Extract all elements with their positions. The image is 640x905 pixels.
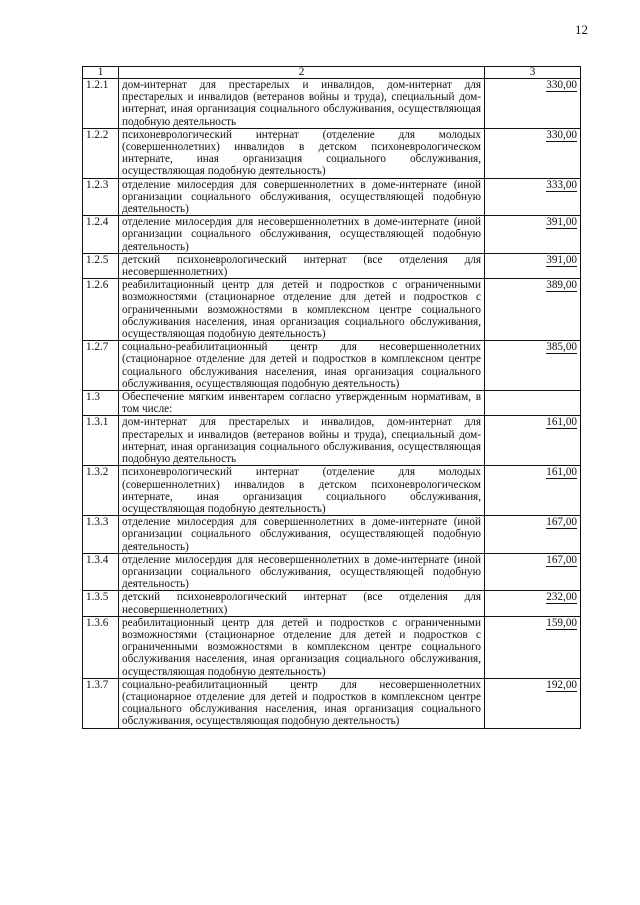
row-description: дом-интернат для престарелых и инвалидов, дом-интернат для престарелых и инвалидов (ветеранов войны и труда), специальный дом-интернат, иная организация социального обслуживания, осуществляющая подобную деятельность [119, 79, 485, 129]
table-header-row [83, 67, 581, 79]
table-row-section [83, 391, 581, 416]
row-description: отделение милосердия для несовершеннолетних в доме-интернате (иной организации социального обслуживания, осуществляющей подобную деятельность) [119, 553, 485, 591]
row-number: 1.3.1 [83, 416, 119, 466]
table-row [83, 279, 581, 341]
row-number: 1.2.7 [83, 341, 119, 391]
row-value: 391,00 [546, 253, 577, 266]
column-header-2: 2 [119, 67, 485, 79]
row-number: 1.2.5 [83, 253, 119, 278]
row-description: социально-реабилитационный центр для несовершеннолетних (стационарное отделение для детей и подростков в комплексном центре социального обслуживания населения, иная организация социального обслуживания, осуществляющая подобную деятельность) [119, 341, 485, 391]
row-number: 1.2.4 [83, 216, 119, 254]
row-number: 1.3 [83, 391, 119, 416]
table-row [83, 253, 581, 278]
row-value: 167,00 [546, 516, 577, 529]
row-number: 1.3.2 [83, 466, 119, 516]
table-row [83, 79, 581, 129]
row-number: 1.3.4 [83, 553, 119, 591]
table-row [83, 591, 581, 616]
row-description: отделение милосердия для совершеннолетних в доме-интернате (иной организации социального обслуживания, осуществляющей подобную деятельность) [119, 516, 485, 554]
row-number: 1.3.6 [83, 616, 119, 678]
table-row [83, 341, 581, 391]
row-value: 333,00 [546, 178, 577, 191]
table-row [83, 616, 581, 678]
table-row [83, 678, 581, 728]
row-description: дом-интернат для престарелых и инвалидов, дом-интернат для престарелых и инвалидов (ветеранов войны и труда), специальный дом-интернат, иная организация социального обслуживания, осуществляющая подобную деятельность [119, 416, 485, 466]
row-description: отделение милосердия для несовершеннолетних в доме-интернате (иной организации социального обслуживания, осуществляющей подобную деятельность) [119, 216, 485, 254]
row-value: 159,00 [546, 616, 577, 629]
row-value: 232,00 [546, 591, 577, 604]
column-header-3: 3 [485, 67, 581, 79]
row-value: 330,00 [546, 79, 577, 91]
row-value: 330,00 [546, 128, 577, 141]
row-value: 161,00 [546, 416, 577, 429]
row-description: Обеспечение мягким инвентарем согласно утвержденным нормативам, в том числе: [119, 391, 485, 416]
row-value: 389,00 [546, 279, 577, 292]
row-value: 161,00 [546, 466, 577, 479]
row-description: психоневрологический интернат (отделение для молодых (совершеннолетних) инвалидов в детском психоневрологическом интернате, иная организация социального обслуживания, осуществляющая подобную деятельность) [119, 466, 485, 516]
row-description: детский психоневрологический интернат (все отделения для несовершеннолетних) [119, 591, 485, 616]
row-value: 167,00 [546, 553, 577, 566]
row-number: 1.3.7 [83, 678, 119, 728]
table-row [83, 466, 581, 516]
row-number: 1.3.3 [83, 516, 119, 554]
row-description: социально-реабилитационный центр для несовершеннолетних (стационарное отделение для детей и подростков в комплексном центре социального обслуживания населения, иная организация социального обслуживания, осуществляющая подобную деятельность) [119, 678, 485, 728]
row-description: реабилитационный центр для детей и подростков с ограниченными возможностями (стационарное отделение для детей и подростков с ограниченными возможностями в комплексном центре социального обслуживания населения, иная организация социального обслуживания, осуществляющая подобную деятельность) [119, 616, 485, 678]
tariff-table [82, 66, 581, 729]
row-description: психоневрологический интернат (отделение для молодых (совершеннолетних) инвалидов в детском психоневрологическом интернате, иная организация социального обслуживания, осуществляющая подобную деятельность) [119, 128, 485, 178]
table-row [83, 216, 581, 254]
column-header-1: 1 [83, 67, 119, 79]
row-description: детский психоневрологический интернат (все отделения для несовершеннолетних) [119, 253, 485, 278]
row-number: 1.2.1 [83, 79, 119, 129]
table-row [83, 516, 581, 554]
row-number: 1.3.5 [83, 591, 119, 616]
table-row [83, 416, 581, 466]
row-value: 391,00 [546, 216, 577, 229]
row-value: 385,00 [546, 341, 577, 354]
row-number: 1.2.6 [83, 279, 119, 341]
row-description: отделение милосердия для совершеннолетних в доме-интернате (иной организации социального обслуживания, осуществляющей подобную деятельность) [119, 178, 485, 216]
table-row [83, 553, 581, 591]
row-number: 1.2.3 [83, 178, 119, 216]
row-value: 192,00 [546, 678, 577, 691]
page-number: 12 [575, 22, 588, 37]
table-row [83, 128, 581, 178]
row-description: реабилитационный центр для детей и подростков с ограниченными возможностями (стационарное отделение для детей и подростков с ограниченными возможностями в комплексном центре социального обслуживания населения, иная организация социального обслуживания, осуществляющая подобную деятельность) [119, 279, 485, 341]
table-row [83, 178, 581, 216]
row-number: 1.2.2 [83, 128, 119, 178]
